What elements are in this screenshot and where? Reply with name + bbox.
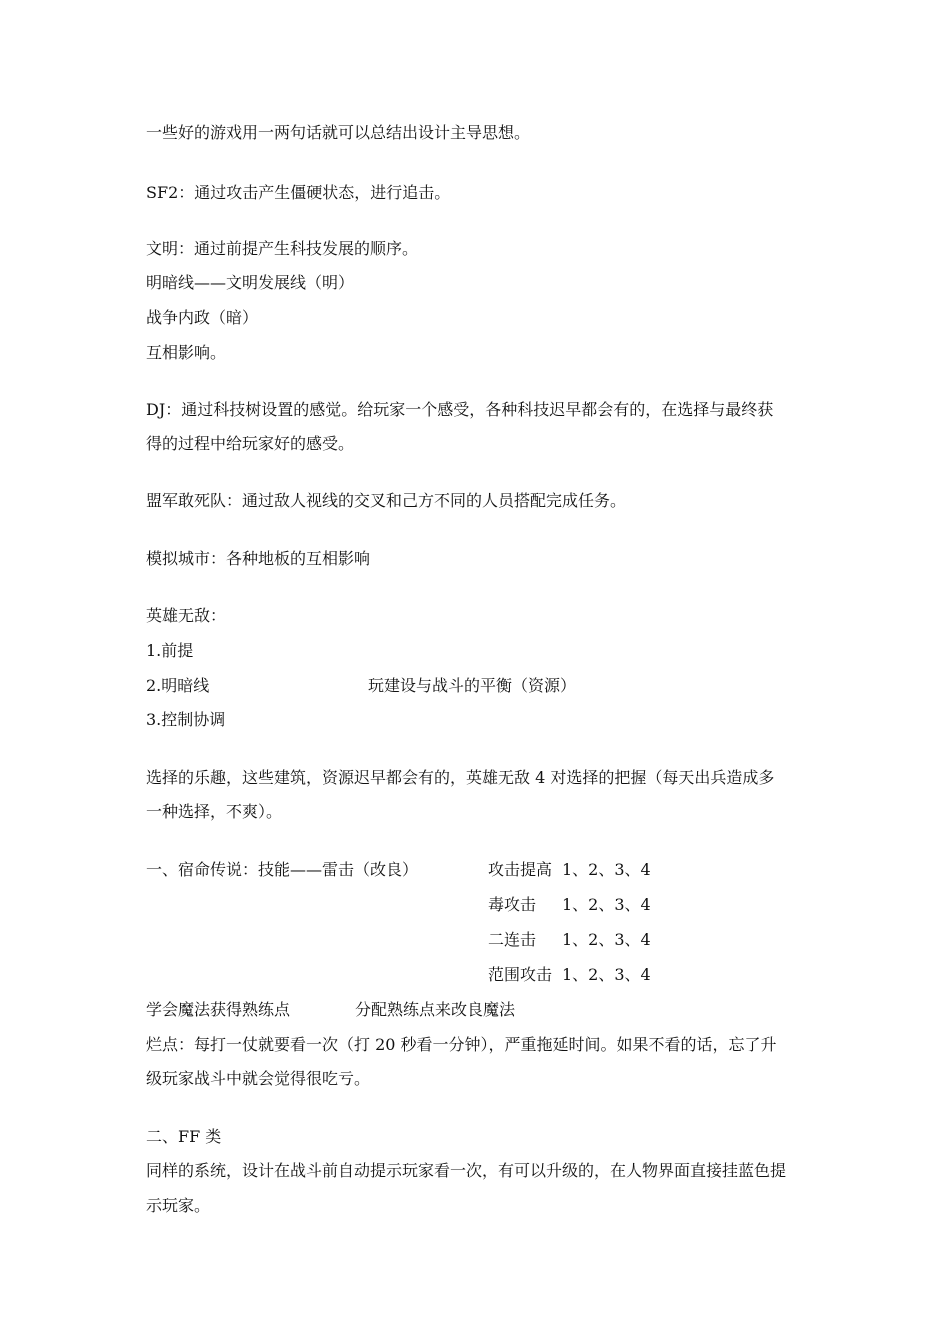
- paragraph-intro: 一些好的游戏用一两句话就可以总结出设计主导思想。: [146, 123, 531, 142]
- paragraph-civ-line1: 文明：通过前提产生科技发展的顺序。: [146, 239, 419, 258]
- paragraph-choice-line2: 一种选择，不爽）。: [146, 802, 283, 821]
- ff-line2: 示玩家。: [146, 1196, 211, 1215]
- ff-heading: 二、FF 类: [146, 1127, 222, 1146]
- legend-learn: 学会魔法获得熟练点: [146, 1000, 291, 1019]
- legend-distribute: 分配熟练点来改良魔法: [355, 1000, 516, 1019]
- legend-flaw-line2: 级玩家战斗中就会觉得很吃亏。: [146, 1069, 371, 1088]
- ff-line1: 同样的系统，设计在战斗前自动提示玩家看一次，有可以升级的，在人物界面直接挂蓝色提: [146, 1161, 787, 1180]
- paragraph-choice-line1: 选择的乐趣，这些建筑，资源迟早都会有的，英雄无敌 4 对选择的把握（每天出兵造成多: [146, 768, 775, 787]
- heroes-title: 英雄无敌：: [146, 606, 227, 625]
- paragraph-commandos: 盟军敢死队：通过敌人视线的交叉和己方不同的人员搭配完成任务。: [146, 491, 627, 510]
- skill-levels: 1、2、3、4: [562, 860, 651, 879]
- legend-flaw-line1: 烂点：每打一仗就要看一次（打 20 秒看一分钟），严重拖延时间。如果不看的话，忘了升: [146, 1035, 777, 1054]
- paragraph-dj-line1: DJ：通过科技树设置的感觉。给玩家一个感受，各种科技迟早都会有的，在选择与最终获: [146, 400, 774, 419]
- legend-heading: 一、宿命传说：技能——雷击（改良）: [146, 860, 419, 879]
- skill-name: 二连击: [488, 930, 537, 949]
- skill-levels: 1、2、3、4: [562, 930, 651, 949]
- skill-levels: 1、2、3、4: [562, 965, 651, 984]
- heroes-item-1: 1.前提: [146, 641, 194, 660]
- heroes-item-2-note: 玩建设与战斗的平衡（资源）: [368, 676, 577, 695]
- paragraph-civ-line4: 互相影响。: [146, 343, 227, 362]
- skill-name: 攻击提高: [488, 860, 553, 879]
- heroes-item-3: 3.控制协调: [146, 710, 226, 729]
- paragraph-civ-line3: 战争内政（暗）: [146, 308, 259, 327]
- paragraph-simcity: 模拟城市：各种地板的互相影响: [146, 549, 371, 568]
- paragraph-sf2: SF2：通过攻击产生僵硬状态，进行追击。: [146, 183, 451, 202]
- skill-name: 范围攻击: [488, 965, 553, 984]
- heroes-item-2: 2.明暗线: [146, 676, 210, 695]
- skill-name: 毒攻击: [488, 895, 537, 914]
- paragraph-civ-line2: 明暗线——文明发展线（明）: [146, 273, 355, 292]
- skill-levels: 1、2、3、4: [562, 895, 651, 914]
- paragraph-dj-line2: 得的过程中给玩家好的感受。: [146, 434, 355, 453]
